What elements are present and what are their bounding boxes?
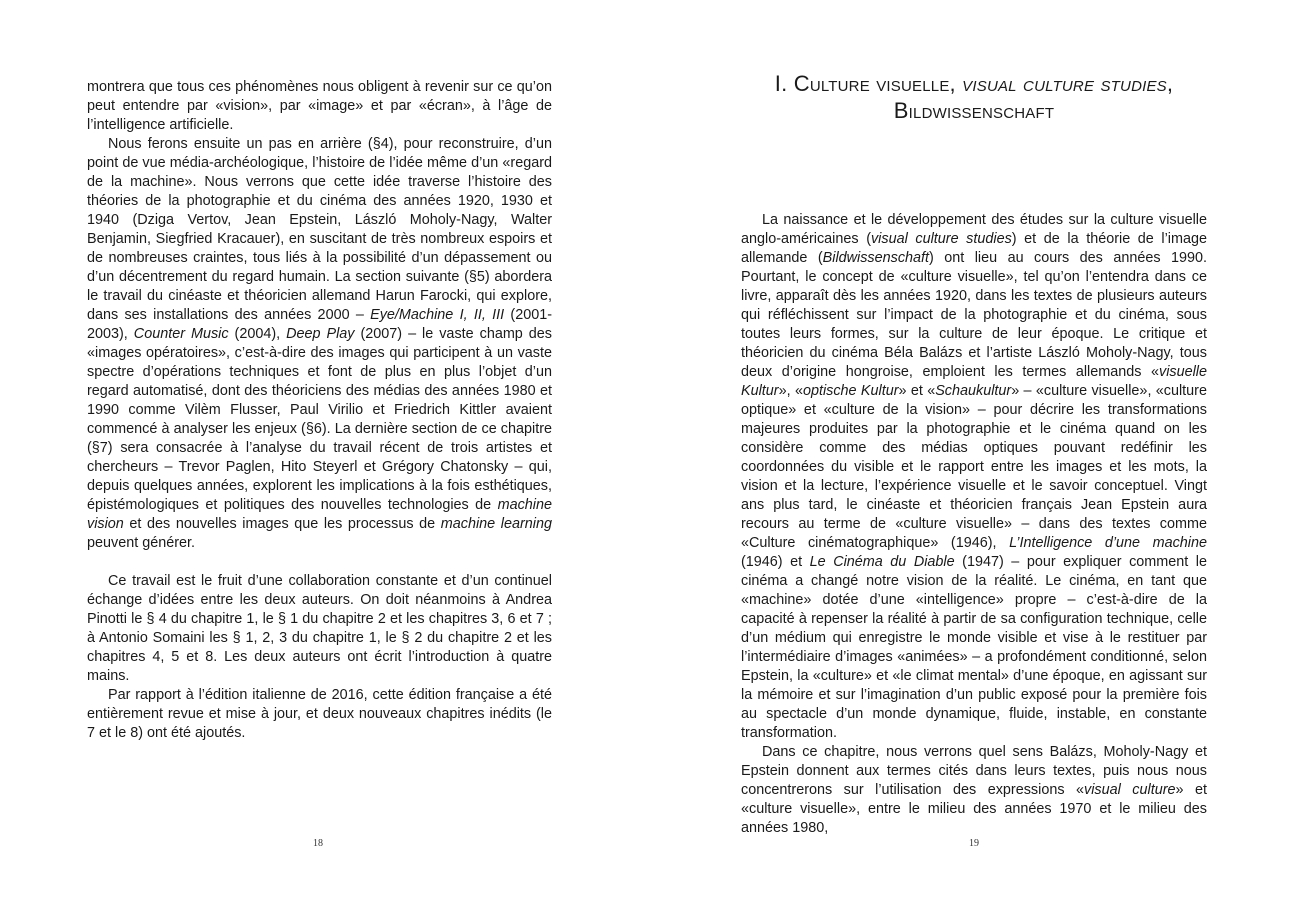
right-page: [646, 0, 1292, 904]
paragraph: Par rapport à l’édition italienne de 2016, cette édition française a été entièrement revue et mise à jour, et deux nouveaux chapitres inédits (le 7 et le 8) ont été ajoutés.: [87, 687, 552, 741]
paragraph: La naissance et le développement des études sur la culture visuelle anglo-américaines (visual culture studies) et de la théorie de l’image allemande (Bildwissenschaft) ont lieu au cours des années 1990. Pourtant, le concept de «culture visuelle», tel qu’on l’entendra dans ce livre, apparaît dès les années 1920, dans les textes de plusieurs auteurs qui réfléchissent sur l’impact de la photographie et du cinéma, sous toutes leurs formes, sur la culture de leur époque. Le critique et théoricien du cinéma Béla Balázs et l’artiste László Moholy-Nagy, tous deux d’origine hongroise, emploient les termes allemands «visuelle Kultur», «optische Kultur» et «Schaukultur» – «culture visuelle», «culture optique» et «culture de la vision» – pour décrire les transformations majeures produites par la photographie et le cinéma quand on les considère comme des médias optiques pouvant redéfinir les coordonnées du visible et le rapport entre les images et les mots, la vision et la lecture, l’expérience visuelle et le savoir conceptuel. Vingt ans plus tard, le cinéaste et théoricien français Jean Epstein aura recours au terme de «culture visuelle» – dans des textes comme «Culture cinématographique» (1946), L’Intelligence d’une machine (1946) et Le Cinéma du Diable (1947) – pour expliquer comment le cinéma a changé notre vision de la réalité. Le cinéma, en tant que «machine» dotée d’une «intelligence» propre – c’est-à-dire de la capacité à repenser la réalité à partir de sa configuration technique, celle d’un médium qui enregistre le monde visible et vise à le restituer par l’intermédiaire d’images «animées» – a profondément conditionné, selon Epstein, la «culture» et «le climat mental» d’une époque, en agissant sur la mémoire et sur l’imagination d’un public exposé pour la première fois au spectacle d’un monde dynamique, fluide, instable, en constante transformation.: [741, 212, 1208, 741]
paragraph: montrera que tous ces phénomènes nous obligent à revenir sur ce qu’on peut entendre par «vision», par «image» et par «écran», à l’âge de l’intelligence artificielle.: [87, 79, 552, 133]
paragraph: Dans ce chapitre, nous verrons quel sens Balázs, Moholy-Nagy et Epstein donnent aux termes cités dans leurs textes, puis nous nous concentrerons sur l’utilisation des expressions «visual culture» et «culture visuelle», entre le milieu des années 1970 et le milieu des années 1980,: [741, 744, 1207, 836]
page-number: 18: [313, 838, 323, 849]
left-page-body: [87, 78, 552, 743]
chapter-title-line-2: Bildwissenschaft: [893, 98, 1055, 123]
chapter-title: [741, 70, 1207, 124]
paragraph: Nous ferons ensuite un pas en arrière (§4), pour reconstruire, d’un point de vue média-archéologique, l’histoire de l’idée même d’un «regard de la machine». Nous verrons que cette idée traverse l’histoire des théories de la photographie et du cinéma des années 1920, 1930 et 1940 (Dziga Vertov, Jean Epstein, László Moholy-Nagy, Walter Benjamin, Siegfried Kracauer), en suscitant de très nombreux espoirs et de nombreuses craintes, tous liés à la possibilité d’un dépassement ou d’un décentrement du regard humain. La section suivante (§5) abordera le travail du cinéaste et théoricien allemand Harun Farocki, qui explore, dans ses installations des années 2000 – Eye/Machine I, II, III (2001-2003), Counter Music (2004), Deep Play (2007) – le vaste champ des «images opératoires», c’est-à-dire des images qui participent à un vaste spectre d’opérations techniques et font de plus en plus l’objet d’un regard automatisé, dont des théoriciens des médias des années 1980 et 1990 comme Vilèm Flusser, Paul Virilio et Friedrich Kittler avaient commencé à analyser les enjeux (§6). La dernière section de ce chapitre (§7) sera consacrée à l’analyse du travail récent de trois artistes et chercheurs – Trevor Paglen, Hito Steyerl et Grégory Chatonsky – qui, depuis quelques années, explorent les implications à la fois esthétiques, épistémologiques et politiques des nouvelles technologies de machine vision et des nouvelles images que les processus de machine learning peuvent générer.: [87, 136, 552, 551]
paragraph: Ce travail est le fruit d’une collaboration constante et d’un continuel échange d’idées entre les deux auteurs. On doit néanmoins à Andrea Pinotti le § 4 du chapitre 1, le § 1 du chapitre 2 et les chapitres 3, 6 et 7 ; à Antonio Somaini les § 1, 2, 3 du chapitre 1, le § 2 du chapitre 2 et les chapitres 4, 5 et 8. Les deux auteurs ont écrit l’introduction à quatre mains.: [87, 573, 552, 684]
right-page-body: [741, 211, 1207, 838]
page-number: 19: [969, 838, 979, 849]
chapter-title-line-1: I. Culture visuelle, visual culture studies,: [774, 71, 1174, 96]
